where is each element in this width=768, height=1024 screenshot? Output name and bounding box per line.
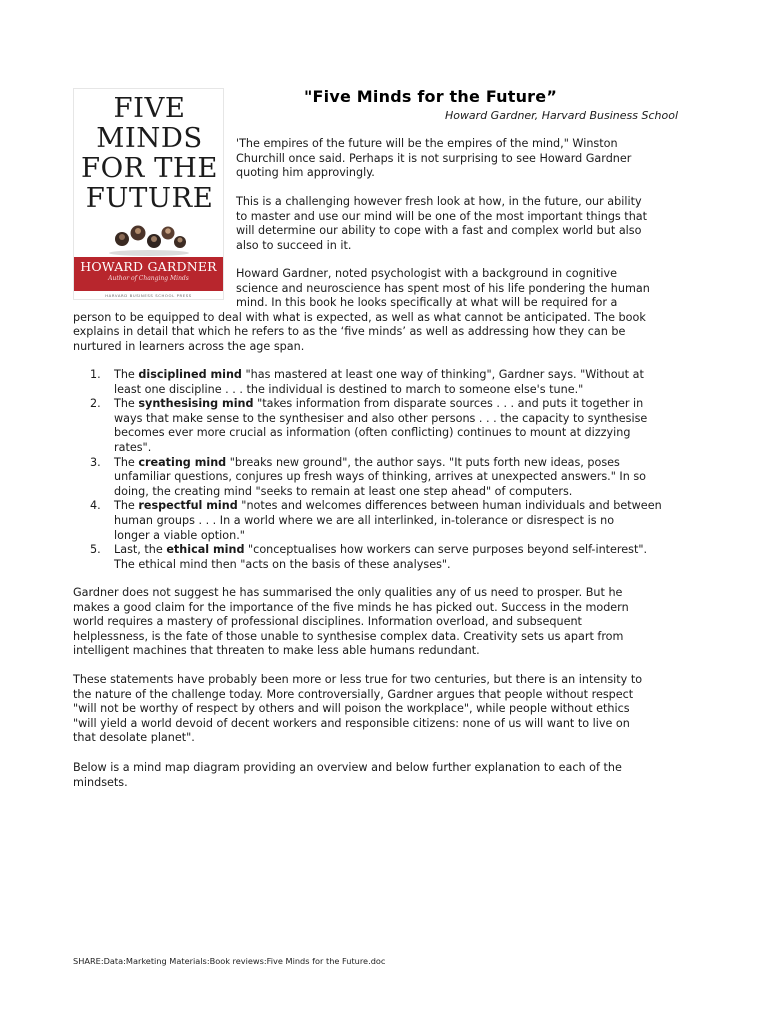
text-line: mindsets. [73,775,128,789]
text-line: to master and use our mind will be one of the most important things that [236,209,648,223]
list-text: doing, the creating mind "seeks to remain at least one step ahead" of computers. [114,484,573,498]
text-line: the nature of the challenge today. More controversially, Gardner argues that people without respect [73,687,634,701]
text-line: These statements have probably been more or less true for two centuries, but there is an intensity to [73,673,643,686]
list-number: 4. [90,499,101,513]
list-text: "conceptualises how workers can serve purposes beyond self-interest". [244,543,648,557]
text-line: "will yield a world devoid of decent workers and responsible citizens: none of us will want to live on [73,716,630,730]
list-text: The [114,455,139,469]
text-line: Howard Gardner, noted psychologist with a background in cognitive [236,267,617,280]
list-text: least one discipline . . . the individual is destined to march to someone else's tune." [114,382,584,396]
list-text: "takes information from disparate sources . . . and puts it together in [253,397,644,411]
intro-paragraph [236,137,631,181]
list-text: Last, the [114,543,167,557]
list-text: The ethical mind then "acts on the basis of these analyses". [114,557,451,571]
text-line: helplessness, is the fate of those unable to synthesise complex data. Creativity sets us apart from [73,629,624,643]
list-text: "has mastered at least one way of thinking", Gardner says. "Without at [241,368,644,381]
text-line: nurtured in learners across the age span. [73,339,305,353]
mind-term: disciplined mind [138,368,242,381]
text-line: quoting him approvingly. [236,166,375,180]
controversy-paragraph [73,673,642,746]
text-line: science and neuroscience has spent most of his life pondering the human [236,281,650,295]
text-line: Churchill once said. Perhaps it is not surprising to see Howard Gardner [236,151,632,165]
file-path-footer: SHARE:Data:Marketing Materials:Book reviews:Five Minds for the Future.doc [73,956,386,966]
list-text: "notes and welcomes differences between human individuals and between [237,499,662,513]
list-text: unfamiliar questions, conjures up fresh ways of thinking, arrives at unexpected answers." In so [114,470,647,484]
list-text: "breaks new ground", the author says. "It puts forth new ideas, poses [226,455,620,469]
list-number: 2. [90,397,101,411]
author-paragraph [73,267,650,355]
cover-publisher: HARVARD BUSINESS SCHOOL PRESS [105,293,192,298]
text-line: that desolate planet". [73,731,195,745]
analysis-paragraph [73,586,629,659]
text-line: Below is a mind map diagram providing an overview and below further explanation to each of the [73,761,622,774]
list-text: The [114,397,139,411]
list-text: human groups . . . In a world where we are all interlinked, in-tolerance or disrespect is no [114,513,615,527]
list-text: becomes ever more crucial as information (often conflicting) continues to mount at dizzying [114,426,631,440]
mind-term: synthesising mind [138,397,254,411]
mind-term: ethical mind [166,543,245,557]
list-number: 3. [90,455,101,469]
list-number: 1. [90,368,101,381]
mind-map-intro-paragraph [73,761,622,790]
cover-title-line: FIVE [113,92,186,124]
text-line: will determine our ability to cope with a fast and complex world but also [236,224,642,238]
text-line: "will not be worthy of respect by others and will poison the workplace", while people without ethics [73,702,630,716]
list-item [73,499,662,543]
list-item [73,368,662,397]
cover-title [74,93,225,213]
cover-pebbles-illustration [102,215,197,257]
text-line: intelligent machines that threaten to make less able humans redundant. [73,644,480,658]
mind-term: creating mind [138,455,227,469]
cover-title-line: FOR THE [81,152,218,184]
summary-paragraph [236,195,647,253]
text-line: This is a challenging however fresh look at how, in the future, our ability [236,195,642,208]
cover-author: HOWARD GARDNER [80,259,217,274]
text-line: Gardner does not suggest he has summarised the only qualities any of us need to prosper. But he [73,586,623,599]
cover-title-line: MINDS [96,122,203,154]
text-line: person to be equipped to deal with what is expected, as well as what cannot be anticipated. The book [73,310,646,324]
text-line: mind. In this book he looks specifically at what will be required for a [236,296,618,310]
list-text: The [114,368,139,381]
text-line: 'The empires of the future will be the empires of the mind," Winston [236,137,618,150]
list-text: The [114,499,139,513]
list-number: 5. [90,543,101,557]
text-line: makes a good claim for the importance of the five minds he has picked out. Success in the modern [73,600,629,614]
text-line: world requires a mastery of professional disciplines. Information overload, and subsequent [73,615,582,629]
list-text: longer a viable option." [114,528,245,542]
text-line: also to succeed in it. [236,238,352,252]
list-item [73,456,662,500]
document-title: "Five Minds for the Future” [304,87,558,106]
list-text: rates". [114,440,152,454]
cover-title-line: FUTURE [85,182,214,214]
list-item [73,397,662,455]
cover-author-subtitle: Author of Changing Minds [108,275,189,282]
mind-term: respectful mind [138,499,238,513]
five-minds-list [73,368,662,572]
document-byline: Howard Gardner, Harvard Business School [444,109,678,122]
text-line: explains in detail that which he refers to as the ‘five minds’ as well as addressing how they can be [73,325,626,339]
list-text: ways that make sense to the synthesiser and also other persons . . . the capacity to synthesise [114,411,648,425]
list-item [73,543,662,572]
